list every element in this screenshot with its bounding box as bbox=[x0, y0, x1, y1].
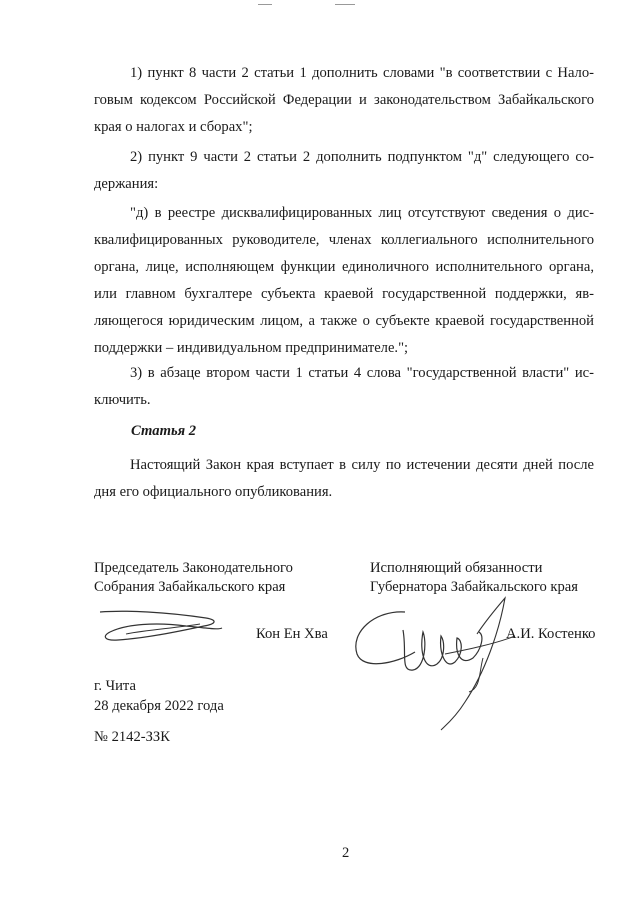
paragraph-2 bbox=[94, 144, 594, 198]
left-title-line: Собрания Забайкальского края bbox=[94, 579, 286, 595]
text-line: квалифицированных руководителе, членах коллегиального исполнительного bbox=[94, 232, 594, 248]
text-line: "д) в реестре дисквалифицированных лиц отсутствуют сведения о дис- bbox=[130, 205, 594, 221]
right-signature bbox=[345, 592, 545, 732]
date: 28 декабря 2022 года bbox=[94, 698, 224, 714]
text-line: 3) в абзаце втором части 1 статьи 4 слова "государственной власти" ис- bbox=[130, 365, 594, 381]
law-number: № 2142-ЗЗК bbox=[94, 729, 170, 745]
paragraph-1 bbox=[94, 60, 594, 141]
text-line: 1) пункт 8 части 2 статьи 1 дополнить словами "в соответствии с Нало- bbox=[130, 65, 594, 81]
paragraph-4 bbox=[94, 360, 594, 414]
left-signature bbox=[96, 604, 226, 648]
left-title-line: Председатель Законодательного bbox=[94, 560, 293, 576]
right-signatory-name: А.И. Костенко bbox=[506, 626, 596, 642]
text-line: ляющегося юридическим лицом, а также о субъекте краевой государственной bbox=[94, 313, 594, 329]
text-line: держания: bbox=[94, 176, 159, 192]
scan-mark bbox=[335, 4, 355, 5]
text-line: говым кодексом Российской Федерации и законодательством Забайкальского bbox=[94, 92, 594, 108]
text-line: или главном бухгалтере субъекта краевой государственной поддержки, яв- bbox=[94, 286, 594, 302]
city: г. Чита bbox=[94, 678, 136, 694]
text-line: 2) пункт 9 части 2 статьи 2 дополнить подпунктом "д" следующего со- bbox=[130, 149, 594, 165]
right-title-line: Исполняющий обязанности bbox=[370, 560, 543, 576]
paragraph-3 bbox=[94, 200, 594, 362]
text-line: Настоящий Закон края вступает в силу по истечении десяти дней после bbox=[130, 457, 594, 473]
left-signatory-title bbox=[94, 559, 293, 597]
left-signatory-name: Кон Ен Хва bbox=[256, 626, 328, 642]
article-heading: Статья 2 bbox=[131, 423, 197, 439]
scan-mark bbox=[258, 4, 272, 5]
page-number: 2 bbox=[342, 845, 350, 861]
issue-place-date bbox=[94, 676, 224, 716]
right-title-line: Губернатора Забайкальского края bbox=[370, 579, 578, 595]
text-line: края о налогах и сборах"; bbox=[94, 119, 253, 135]
text-line: дня его официального опубликования. bbox=[94, 484, 333, 500]
text-line: поддержки – индивидуальном предпринимателе."; bbox=[94, 340, 409, 356]
text-line: ключить. bbox=[94, 392, 151, 408]
paragraph-5 bbox=[94, 452, 594, 506]
text-line: органа, лице, исполняющем функции единоличного исполнительного органа, bbox=[94, 259, 594, 275]
